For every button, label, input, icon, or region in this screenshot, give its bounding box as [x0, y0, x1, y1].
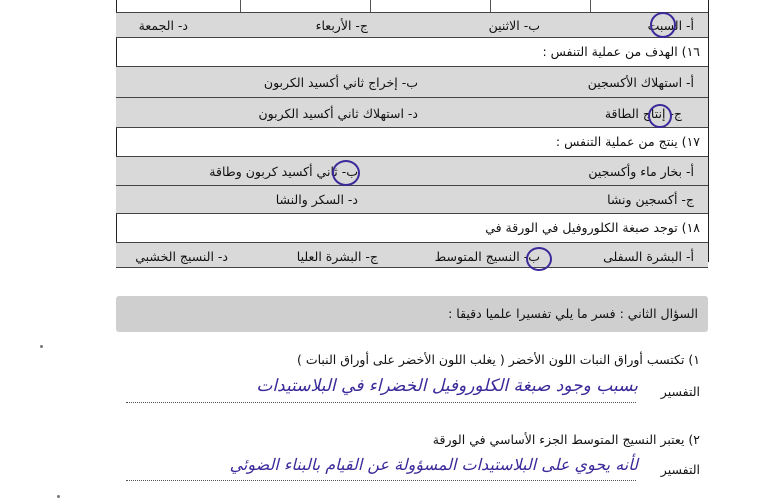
q16-row-cd [116, 98, 708, 128]
answer-circle-q15 [650, 12, 676, 38]
q15-option-a[interactable]: أ- السبت [647, 18, 694, 33]
q18-option-a[interactable]: أ- البشرة السفلى [603, 249, 694, 264]
item2-label: التفسير [660, 462, 700, 477]
q15-option-c[interactable]: ج- الأربعاء [315, 18, 368, 33]
q17-row-ab [116, 156, 708, 186]
q15-options-row [116, 12, 708, 38]
item1-answer[interactable]: بسبب وجود صبغة الكلوروفيل الخضراء في البلاستيدات [256, 376, 638, 396]
q16-option-c[interactable]: ج- إنتاج الطاقة [604, 106, 682, 121]
q17-row-cd [116, 186, 708, 214]
q17-option-d[interactable]: د- السكر والنشا [275, 192, 358, 207]
q17-stem: ١٧) ينتج من عملية التنفس : [555, 134, 700, 149]
answer-circle-q17 [332, 160, 360, 186]
q16-option-b[interactable]: ب- إخراج ثاني أكسيد الكربون [263, 75, 418, 90]
item2-answer[interactable]: لأنه يحوي على البلاستيدات المسؤولة عن القيام بالبناء الضوئي [229, 455, 638, 474]
answer-circle-q18 [526, 247, 552, 271]
item2-answer-line [126, 480, 636, 481]
frame-right-border [708, 0, 709, 262]
q18-options-row [116, 242, 708, 268]
q18-option-c[interactable]: ج- البشرة العليا [296, 249, 378, 264]
q18-stem: ١٨) توجد صبغة الكلوروفيل في الورقة في [485, 220, 700, 235]
margin-dot [40, 345, 43, 348]
q15-option-b[interactable]: ب- الاثنين [488, 18, 540, 33]
q15-option-d[interactable]: د- الجمعة [138, 18, 188, 33]
q17-option-b[interactable]: ب- ثاني أكسيد كربون وطاقة [209, 164, 358, 179]
item1-label: التفسير [660, 384, 700, 399]
q18-option-d[interactable]: د- النسيج الخشبي [135, 249, 228, 264]
item2-stem: ٢) يعتبر النسيج المتوسط الجزء الأساسي في الورقة [432, 432, 700, 447]
q16-row-ab [116, 66, 708, 98]
frame-left-border [116, 0, 117, 262]
q17-option-a[interactable]: أ- بخار ماء وأكسجين [588, 164, 694, 179]
q16-option-d[interactable]: د- استهلاك ثاني أكسيد الكربون [258, 106, 418, 121]
section2-banner [116, 296, 708, 332]
section2-title: السؤال الثاني : فسر ما يلي تفسيرا علميا دقيقا : [448, 306, 698, 321]
answer-circle-q16 [648, 104, 672, 128]
q18-option-b[interactable]: ب- النسيج المتوسط [434, 249, 540, 264]
item1-stem: ١) تكتسب أوراق النبات اللون الأخضر ( يغلب اللون الأخضر على أوراق النبات ) [296, 352, 700, 367]
q16-stem: ١٦) الهدف من عملية التنفس : [542, 44, 700, 59]
margin-dot [57, 495, 60, 498]
q16-option-a[interactable]: أ- استهلاك الأكسجين [587, 75, 694, 90]
item1-answer-line [126, 402, 636, 403]
q17-option-c[interactable]: ج- أكسجين ونشا [607, 192, 694, 207]
